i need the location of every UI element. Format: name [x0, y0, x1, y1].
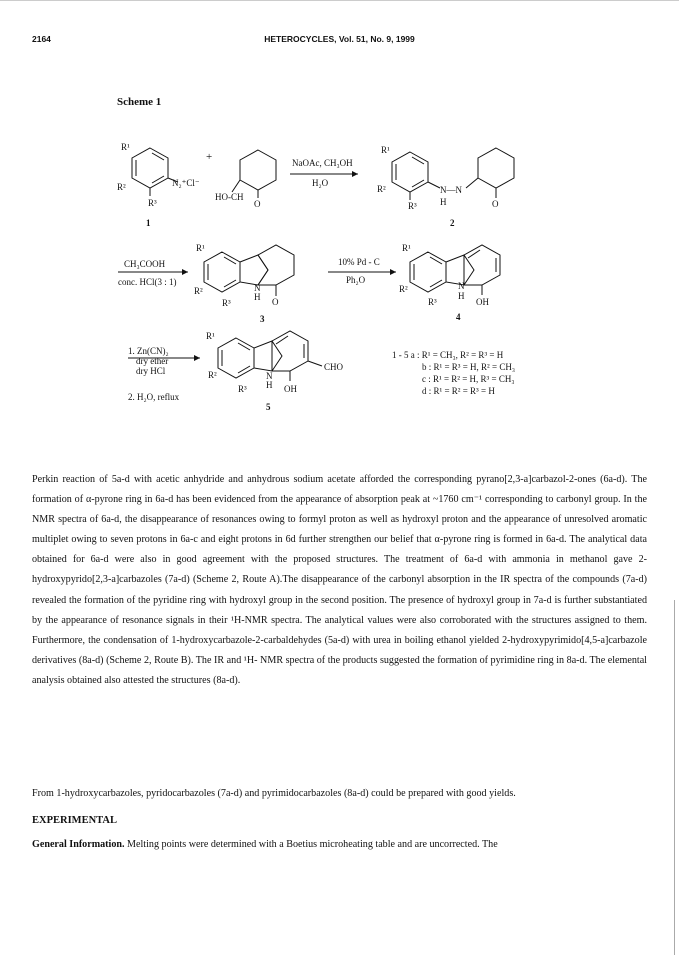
legend-c: c : R¹ = R² = H, R³ = CH₃	[422, 374, 515, 384]
benzene-ring-1	[132, 148, 168, 188]
legend-b: b : R¹ = R³ = H, R² = CH₃	[422, 362, 515, 372]
paragraph-results: Perkin reaction of 5a-d with acetic anhydride and anhydrous sodium acetate afforded the corresponding pyrano[2,3-a]carbazol-2-ones (6a-d). The formation of α-pyrone ring in 6a-d has been evidenced from the appearance of absorption peak at ~1760 cm⁻¹ corresponding to carbonyl group. In the NMR spectra of 6a-d, the disappearance of resonances owing to formyl proton as well as hydroxyl proton and the appearance of unresolved aromatic multiplet owing to seven protons in 6a-c and eight protons in 6d further strengthen our belief that α-pyrone ring is formed in 6a-d. The analytical data obtained for 6a-d were also in good agreement with the proposed structures. The treatment of 6a-d with ammonia in methanol gave 2-hydroxypyrido[2,3-a]carbazoles (7a-d) (Scheme 2, Route A).The disappearance of the carbonyl absorption in the IR spectra of the compounds (7a-d) revealed the formation of the pyridine ring with hydroxyl group in the second position. The presence of hydroxyl group in 7a-d is further substantiated by the appearance of resonance signals in their ¹H-NMR spectra. The analytical values were also corroborated with the structures assigned to them. Furthermore, the condensation of 1-hydroxycarbazole-2-carbaldehydes (5a-d) with urea in boiling ethanol yielded 2-hydroxypyrimido[4,5-a]carbazole derivatives (8a-d) (Scheme 2, Route B). The IR and ¹H- NMR spectra of the products suggested the formation of pyrimidine ring in 8a-d. The elemental analysis obtained also attested the structures (8a-d).	[32, 474, 647, 686]
label-r3-c2: R³	[408, 201, 417, 211]
carbazole-ring-4a	[410, 252, 446, 292]
label-diazonium: N₂⁺Cl⁻	[172, 178, 200, 188]
label-n-c5: N	[266, 371, 273, 381]
label-h-c5: H	[266, 380, 273, 390]
reagent-step2-a: CH₃COOH	[124, 259, 166, 269]
carbazole-ring-3b	[240, 255, 268, 285]
label-n-c4: N	[458, 281, 465, 291]
legend-a: 1 - 5 a : R¹ = CH₃, R² = R³ = H	[392, 350, 504, 360]
label-oh-c5: OH	[284, 384, 297, 394]
reaction-scheme	[0, 120, 679, 420]
plus-sign: +	[206, 151, 213, 163]
reagent-step4-c: dry HCl	[136, 366, 166, 376]
label-h-c4: H	[458, 291, 465, 301]
reagent-step3-a: 10% Pd - C	[338, 257, 380, 267]
label-h-c3: H	[254, 292, 261, 302]
journal-citation: HETEROCYCLES, Vol. 51, No. 9, 1999	[264, 34, 415, 44]
carbazole-ring-5c	[272, 331, 308, 371]
label-r3-c3: R³	[222, 298, 231, 308]
reagent-step4-a: 1. Zn(CN)₂	[128, 346, 169, 356]
paragraph-conclusion: From 1-hydroxycarbazoles, pyridocarbazoles (7a-d) and pyrimidocarbazoles (8a-d) could be prepared with good yields.	[32, 788, 516, 799]
label-nn: N—N	[440, 185, 462, 195]
label-cho: CHO	[324, 362, 344, 372]
compound-label-5: 5	[266, 402, 271, 412]
page-number: 2164	[32, 34, 51, 44]
label-o-2: O	[492, 199, 499, 209]
label-r2-c4: R²	[399, 284, 408, 294]
carbazole-ring-4c	[464, 245, 500, 285]
label-o-1: O	[254, 199, 261, 209]
reagent-step1-b: H₂O	[312, 178, 329, 188]
carbazole-ring-5a	[218, 338, 254, 378]
scheme-title: Scheme 1	[117, 96, 162, 108]
label-hoch: HO-CH	[215, 192, 244, 202]
label-r2-c1: R²	[117, 182, 126, 192]
label-r2-c2: R²	[377, 184, 386, 194]
compound-label-2: 2	[450, 218, 455, 228]
paragraph-general-information	[32, 835, 647, 855]
reagent-step4-b: dry ether	[136, 356, 169, 366]
label-r1-c3: R¹	[196, 243, 205, 253]
top-rule	[0, 0, 679, 1]
label-r1-c1: R¹	[121, 142, 130, 152]
label-r1-c5: R¹	[206, 331, 215, 341]
running-header	[32, 34, 647, 48]
section-heading-experimental: EXPERIMENTAL	[32, 815, 117, 826]
label-h-c2: H	[440, 197, 447, 207]
reagent-step2-b: conc. HCl(3 : 1)	[118, 277, 177, 287]
label-r3-c5: R³	[238, 384, 247, 394]
label-n-c3: N	[254, 283, 261, 293]
cyclohexanone-ring-2	[478, 148, 514, 188]
label-r2-c3: R²	[194, 286, 203, 296]
general-information-lead: General Information.	[32, 839, 125, 850]
label-r1-c4: R¹	[402, 243, 411, 253]
cyclohexanone-ring	[240, 150, 276, 190]
carbazole-ring-5b	[254, 341, 282, 371]
label-r3-c1: R³	[148, 198, 157, 208]
label-r3-c4: R³	[428, 297, 437, 307]
label-o-3: O	[272, 297, 279, 307]
legend-d: d : R¹ = R² = R³ = H	[422, 386, 495, 396]
carbazole-ring-3a	[204, 252, 240, 292]
compound-label-3: 3	[260, 314, 265, 324]
reagent-step1-a: NaOAc, CH₃OH	[292, 158, 353, 168]
reagent-step4-d: 2. H₂O, reflux	[128, 392, 180, 402]
reagent-step3-b: Ph₂O	[346, 275, 366, 285]
carbazole-ring-3c	[258, 245, 294, 285]
label-r1-c2: R¹	[381, 145, 390, 155]
compound-label-4: 4	[456, 312, 461, 322]
benzene-ring-2	[392, 152, 428, 192]
general-information-text: Melting points were determined with a Boetius microheating table and are uncorrected. The	[124, 839, 498, 850]
compound-label-1: 1	[146, 218, 151, 228]
page-edge-line	[674, 600, 675, 955]
label-r2-c5: R²	[208, 370, 217, 380]
label-oh-c4: OH	[476, 297, 489, 307]
